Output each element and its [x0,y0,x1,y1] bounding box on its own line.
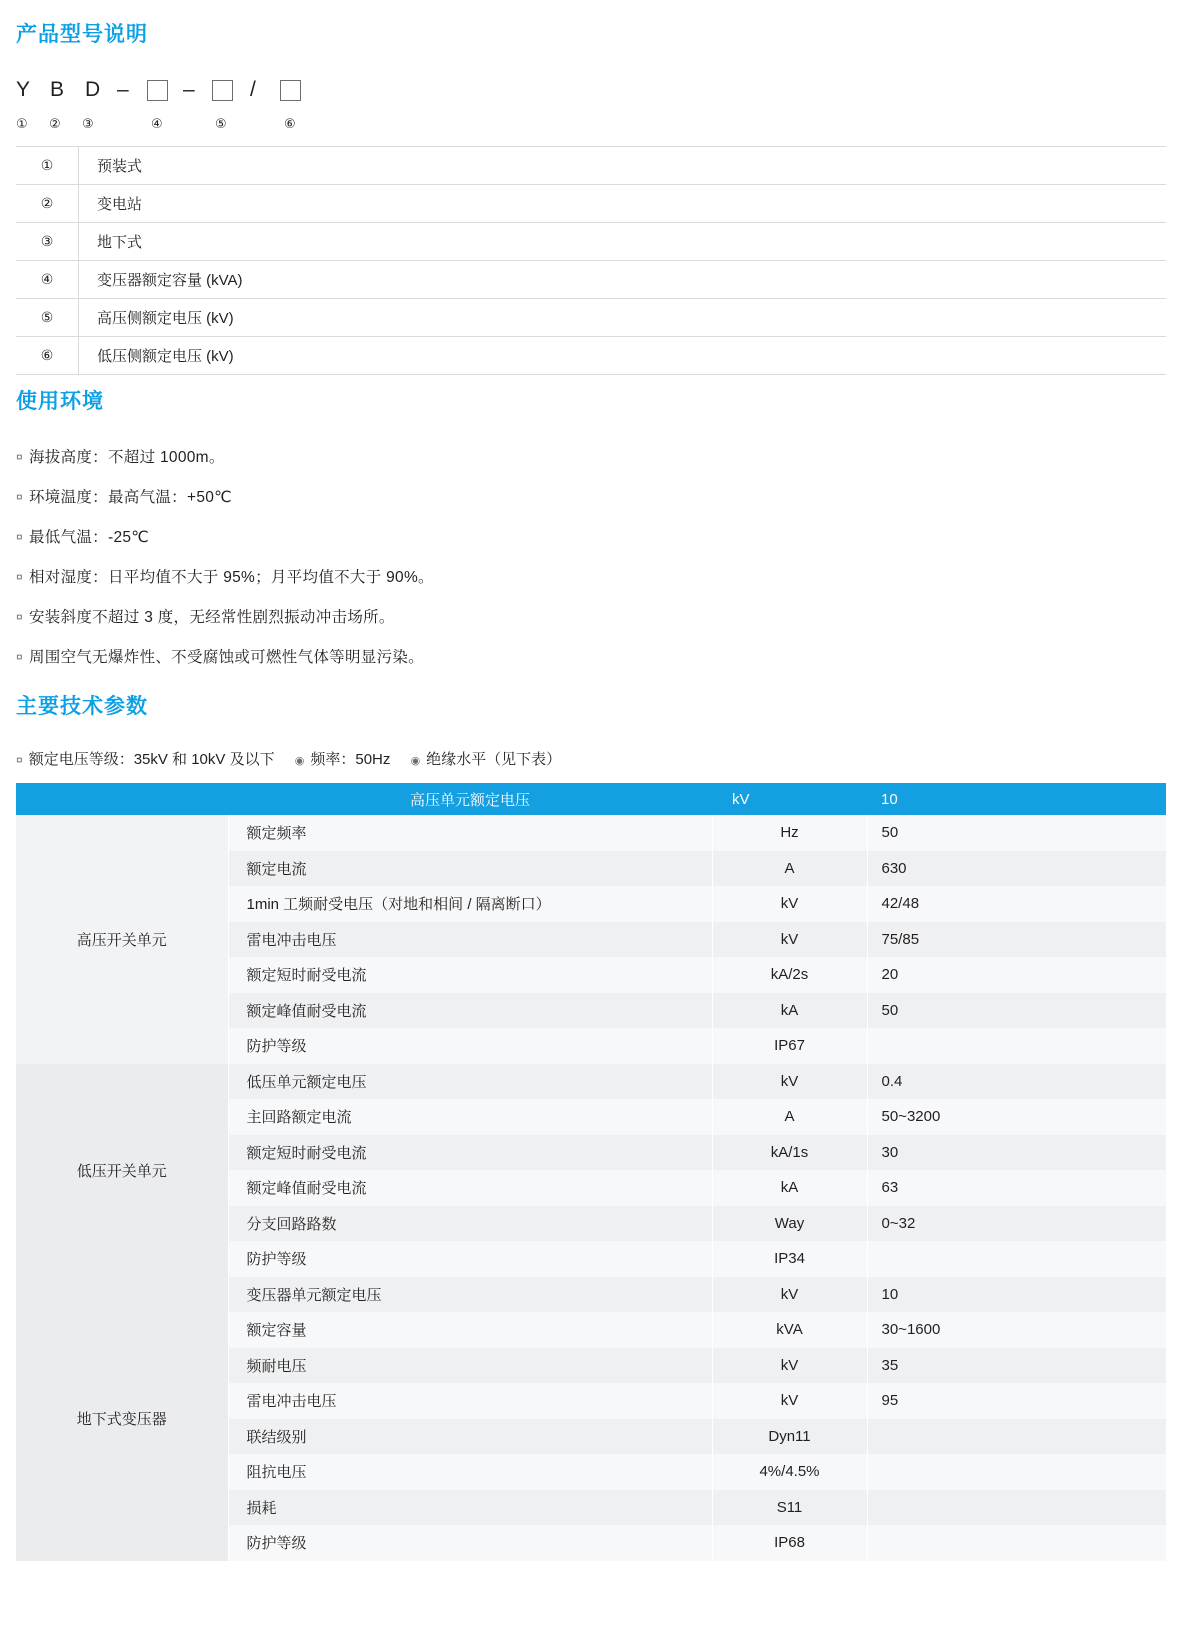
model-dash-1: – [117,78,129,101]
section-title-environment: 使用环境 [16,390,104,413]
spec-unit: kA/2s [712,957,867,993]
spec-value: 50 [867,815,1166,851]
legend-desc: 地下式 [79,223,1167,261]
legend-desc: 低压侧额定电压 (kV) [79,337,1167,375]
spec-item: 额定容量 [228,1312,712,1348]
spec-item: 防护等级 [228,1028,712,1064]
spec-unit: kA/1s [712,1135,867,1171]
legend-marker: ② [40,195,54,211]
spec-item: 1min 工频耐受电压（对地和相间 / 隔离断口） [228,886,712,922]
spec-unit: A [712,851,867,887]
spec-value: 95 [867,1383,1166,1419]
spec-table-header-row [16,783,1166,815]
bullet-marker-icon: ¤ [16,570,23,584]
spec-value: 63 [867,1170,1166,1206]
tech-summary-part3: 绝缘水平（见下表） [426,751,562,768]
spec-item: 额定峰值耐受电流 [228,1170,712,1206]
bullet-marker-icon: ¤ [16,530,23,544]
spec-value: 50 [867,993,1166,1029]
legend-marker: ⑥ [40,347,54,363]
spec-value: 50~3200 [867,1099,1166,1135]
spec-value: 42/48 [867,886,1166,922]
spec-value: 35 [867,1348,1166,1384]
model-marker-1: ① [16,116,28,131]
spec-item: 变压器单元额定电压 [228,1277,712,1313]
spec-item: 雷电冲击电压 [228,1383,712,1419]
table-row [16,337,1166,375]
spec-item: 雷电冲击电压 [228,922,712,958]
spec-group-label: 高压开关单元 [16,815,228,1064]
bullet-marker-icon: ¤ [16,650,23,664]
spec-value: 75/85 [867,922,1166,958]
spec-value [867,1525,1166,1561]
model-dash-2: – [183,78,195,101]
legend-marker: ③ [40,233,54,249]
model-letter-1: Y [16,78,31,101]
spec-header-blank [16,783,228,815]
legend-desc: 高压侧额定电压 (kV) [79,299,1167,337]
table-row [16,147,1166,185]
tech-summary-part1: 额定电压等级：35kV 和 10kV 及以下 [28,751,275,768]
spec-value [867,1419,1166,1455]
spec-item: 额定短时耐受电流 [228,957,712,993]
bullet-marker-icon: ¤ [16,490,23,504]
model-letter-2: B [50,78,65,101]
spec-unit: kV [712,1383,867,1419]
spec-unit: kV [712,1064,867,1100]
section-title-product-model: 产品型号说明 [16,23,148,46]
spec-item: 低压单元额定电压 [228,1064,712,1100]
section-operating-environment [16,385,1166,685]
table-row [16,1064,1166,1100]
spec-group-label: 地下式变压器 [16,1277,228,1561]
bullet-marker-icon: ¤ [16,753,23,767]
list-item-label: 环境温度：最高气温：+50℃ [28,489,232,506]
model-legend-table [16,146,1166,375]
spec-header-unit: kV [712,783,867,815]
table-row [16,815,1166,851]
spec-value [867,1454,1166,1490]
spec-unit: IP67 [712,1028,867,1064]
model-marker-3: ③ [82,116,94,131]
spec-header-item: 高压单元额定电压 [228,783,712,815]
model-marker-row [16,116,1166,136]
list-item-label: 最低气温：-25℃ [28,529,149,546]
spec-item: 额定峰值耐受电流 [228,993,712,1029]
legend-marker: ⑤ [40,309,54,325]
model-slash: / [250,78,256,101]
spec-unit: IP68 [712,1525,867,1561]
spec-unit: kV [712,922,867,958]
section-title-tech-params: 主要技术参数 [16,695,148,718]
spec-unit: Way [712,1206,867,1242]
spec-item: 额定频率 [228,815,712,851]
spec-value: 630 [867,851,1166,887]
model-marker-5: ⑤ [215,116,227,131]
section-product-model [16,18,1166,375]
spec-item: 额定短时耐受电流 [228,1135,712,1171]
model-box-6 [280,80,301,101]
spec-group-label: 低压开关单元 [16,1064,228,1277]
spec-unit: Dyn11 [712,1419,867,1455]
spec-unit: kVA [712,1312,867,1348]
spec-unit: kV [712,1348,867,1384]
tech-summary-part2: 频率：50Hz [310,751,391,768]
list-item-label: 安装斜度不超过 3 度，无经常性剧烈振动冲击场所。 [28,609,395,626]
model-marker-6: ⑥ [284,116,296,131]
legend-desc: 变电站 [79,185,1167,223]
table-row [16,299,1166,337]
table-row [16,261,1166,299]
legend-marker: ① [40,157,54,173]
model-marker-2: ② [49,116,61,131]
spec-item: 频耐电压 [228,1348,712,1384]
spec-item: 联结级别 [228,1419,712,1455]
legend-marker: ④ [40,271,54,287]
list-item [16,525,1166,547]
spec-unit: kV [712,1277,867,1313]
model-marker-4: ④ [151,116,163,131]
environment-list [16,445,1166,667]
legend-desc: 预装式 [79,147,1167,185]
bullet-marker-icon: ¤ [16,450,23,464]
spec-unit: S11 [712,1490,867,1526]
bullet-marker-icon: ¤ [16,610,23,624]
spec-item: 防护等级 [228,1525,712,1561]
section-technical-parameters [16,690,1166,1561]
list-item-label: 周围空气无爆炸性、不受腐蚀或可燃性气体等明显污染。 [28,649,424,666]
bullet-marker-icon-2: ◉ [294,755,305,767]
spec-unit: kV [712,886,867,922]
spec-value [867,1241,1166,1277]
spec-value: 0~32 [867,1206,1166,1242]
spec-value: 0.4 [867,1064,1166,1100]
tech-summary-line [16,748,1166,769]
spec-value: 30~1600 [867,1312,1166,1348]
list-item [16,645,1166,667]
model-code-diagram [16,78,1166,108]
spec-item: 主回路额定电流 [228,1099,712,1135]
spec-item: 防护等级 [228,1241,712,1277]
table-row [16,1277,1166,1313]
spec-value [867,1028,1166,1064]
list-item [16,565,1166,587]
legend-desc: 变压器额定容量 (kVA) [79,261,1167,299]
list-item [16,445,1166,467]
model-letter-3: D [85,78,101,101]
spec-unit: kA [712,993,867,1029]
spec-unit: IP34 [712,1241,867,1277]
spec-value: 20 [867,957,1166,993]
model-box-4 [147,80,168,101]
spec-value: 10 [867,1277,1166,1313]
list-item [16,605,1166,627]
spec-unit: A [712,1099,867,1135]
table-row [16,185,1166,223]
spec-unit: 4%/4.5% [712,1454,867,1490]
list-item-label: 海拔高度：不超过 1000m。 [28,449,225,466]
spec-unit: kA [712,1170,867,1206]
list-item-label: 相对湿度：日平均值不大于 95%；月平均值不大于 90%。 [28,569,434,586]
spec-item: 分支回路路数 [228,1206,712,1242]
spec-table [16,783,1166,1561]
spec-value: 30 [867,1135,1166,1171]
bullet-marker-icon-3: ◉ [410,755,421,767]
spec-header-value: 10 [867,783,1166,815]
spec-value [867,1490,1166,1526]
list-item [16,485,1166,507]
table-row [16,223,1166,261]
spec-item: 阻抗电压 [228,1454,712,1490]
spec-item: 损耗 [228,1490,712,1526]
model-box-5 [212,80,233,101]
spec-item: 额定电流 [228,851,712,887]
spec-unit: Hz [712,815,867,851]
